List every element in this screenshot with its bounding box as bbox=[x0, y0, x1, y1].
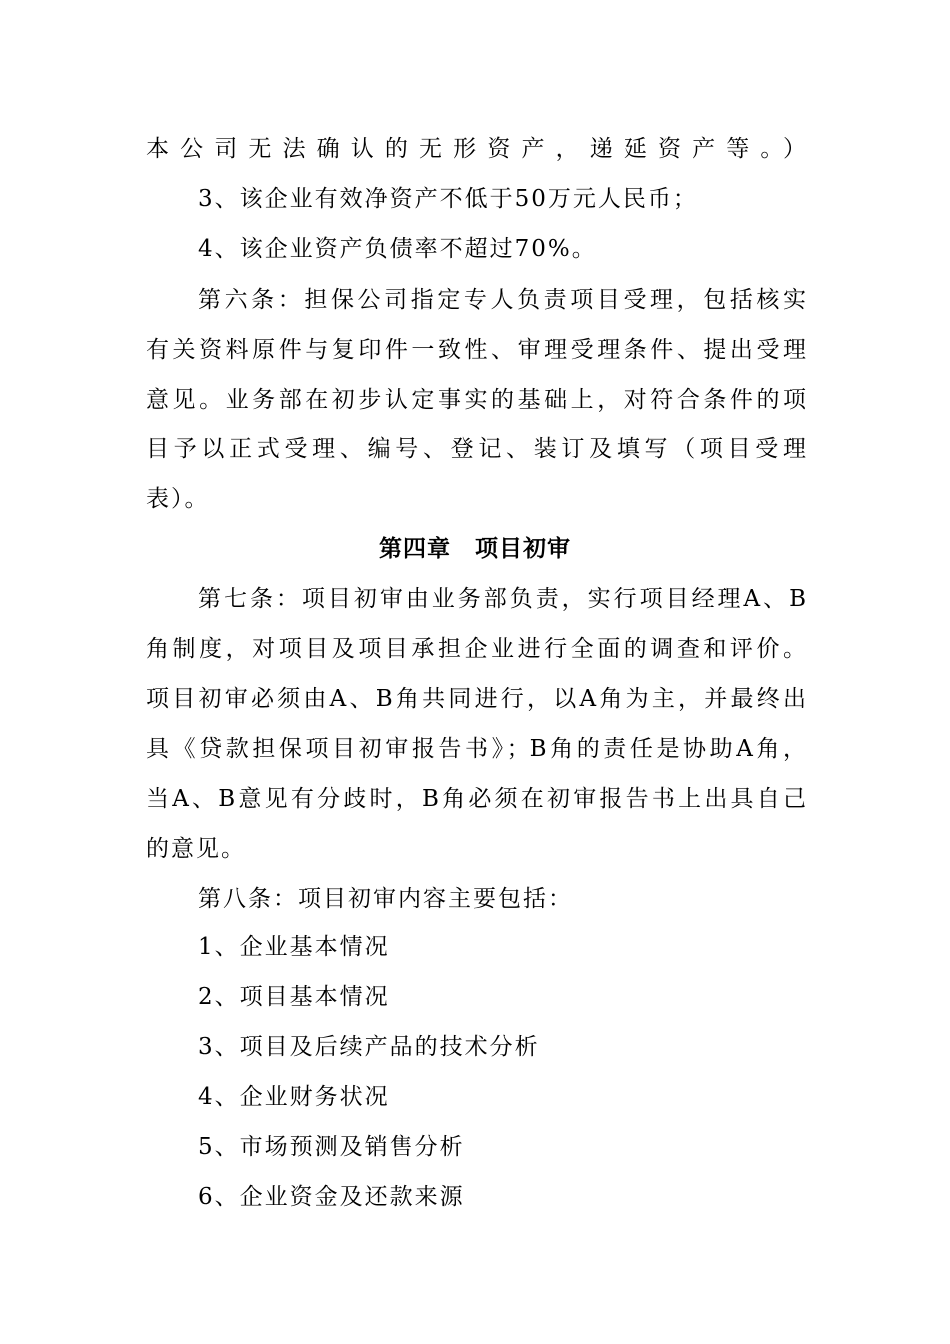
paragraph-line: 具《贷款担保项目初审报告书》；B角的责任是协助A角， bbox=[146, 736, 806, 762]
list-item: 3、项目及后续产品的技术分析 bbox=[198, 1034, 540, 1060]
paragraph-line: 意见。业务部在初步认定事实的基础上，对符合条件的项 bbox=[146, 387, 806, 413]
list-item: 4、该企业资产负债率不超过70%。 bbox=[198, 236, 597, 262]
paragraph-line: 目予以正式受理、编号、登记、装订及填写（项目受理 bbox=[146, 436, 806, 462]
list-item: 3、该企业有效净资产不低于50万元人民币； bbox=[198, 186, 698, 212]
paragraph-line: 本公司无法确认的无形资产，递延资产等。） bbox=[146, 136, 806, 162]
paragraph-line: 表）。 bbox=[146, 486, 210, 512]
paragraph-line: 角制度，对项目及项目承担企业进行全面的调查和评价。 bbox=[146, 636, 806, 662]
paragraph-line: 有关资料原件与复印件一致性、审理受理条件、提出受理 bbox=[146, 337, 806, 363]
paragraph-line: 当A、B意见有分歧时，B角必须在初审报告书上出具自己 bbox=[146, 786, 806, 812]
list-item: 1、企业基本情况 bbox=[198, 934, 390, 960]
paragraph-line: 的意见。 bbox=[146, 836, 246, 862]
paragraph-line: 第六条：担保公司指定专人负责项目受理，包括核实 bbox=[198, 287, 806, 313]
list-item: 4、企业财务状况 bbox=[198, 1084, 390, 1110]
paragraph-line: 第七条：项目初审由业务部负责，实行项目经理A、B bbox=[198, 586, 806, 612]
paragraph-line: 项目初审必须由A、B角共同进行，以A角为主，并最终出 bbox=[146, 686, 806, 712]
list-item: 5、市场预测及销售分析 bbox=[198, 1134, 465, 1160]
paragraph-line: 第八条：项目初审内容主要包括： bbox=[198, 886, 573, 912]
chapter-heading: 第四章 项目初审 bbox=[379, 536, 571, 562]
list-item: 6、企业资金及还款来源 bbox=[198, 1184, 465, 1210]
list-item: 2、项目基本情况 bbox=[198, 984, 390, 1010]
